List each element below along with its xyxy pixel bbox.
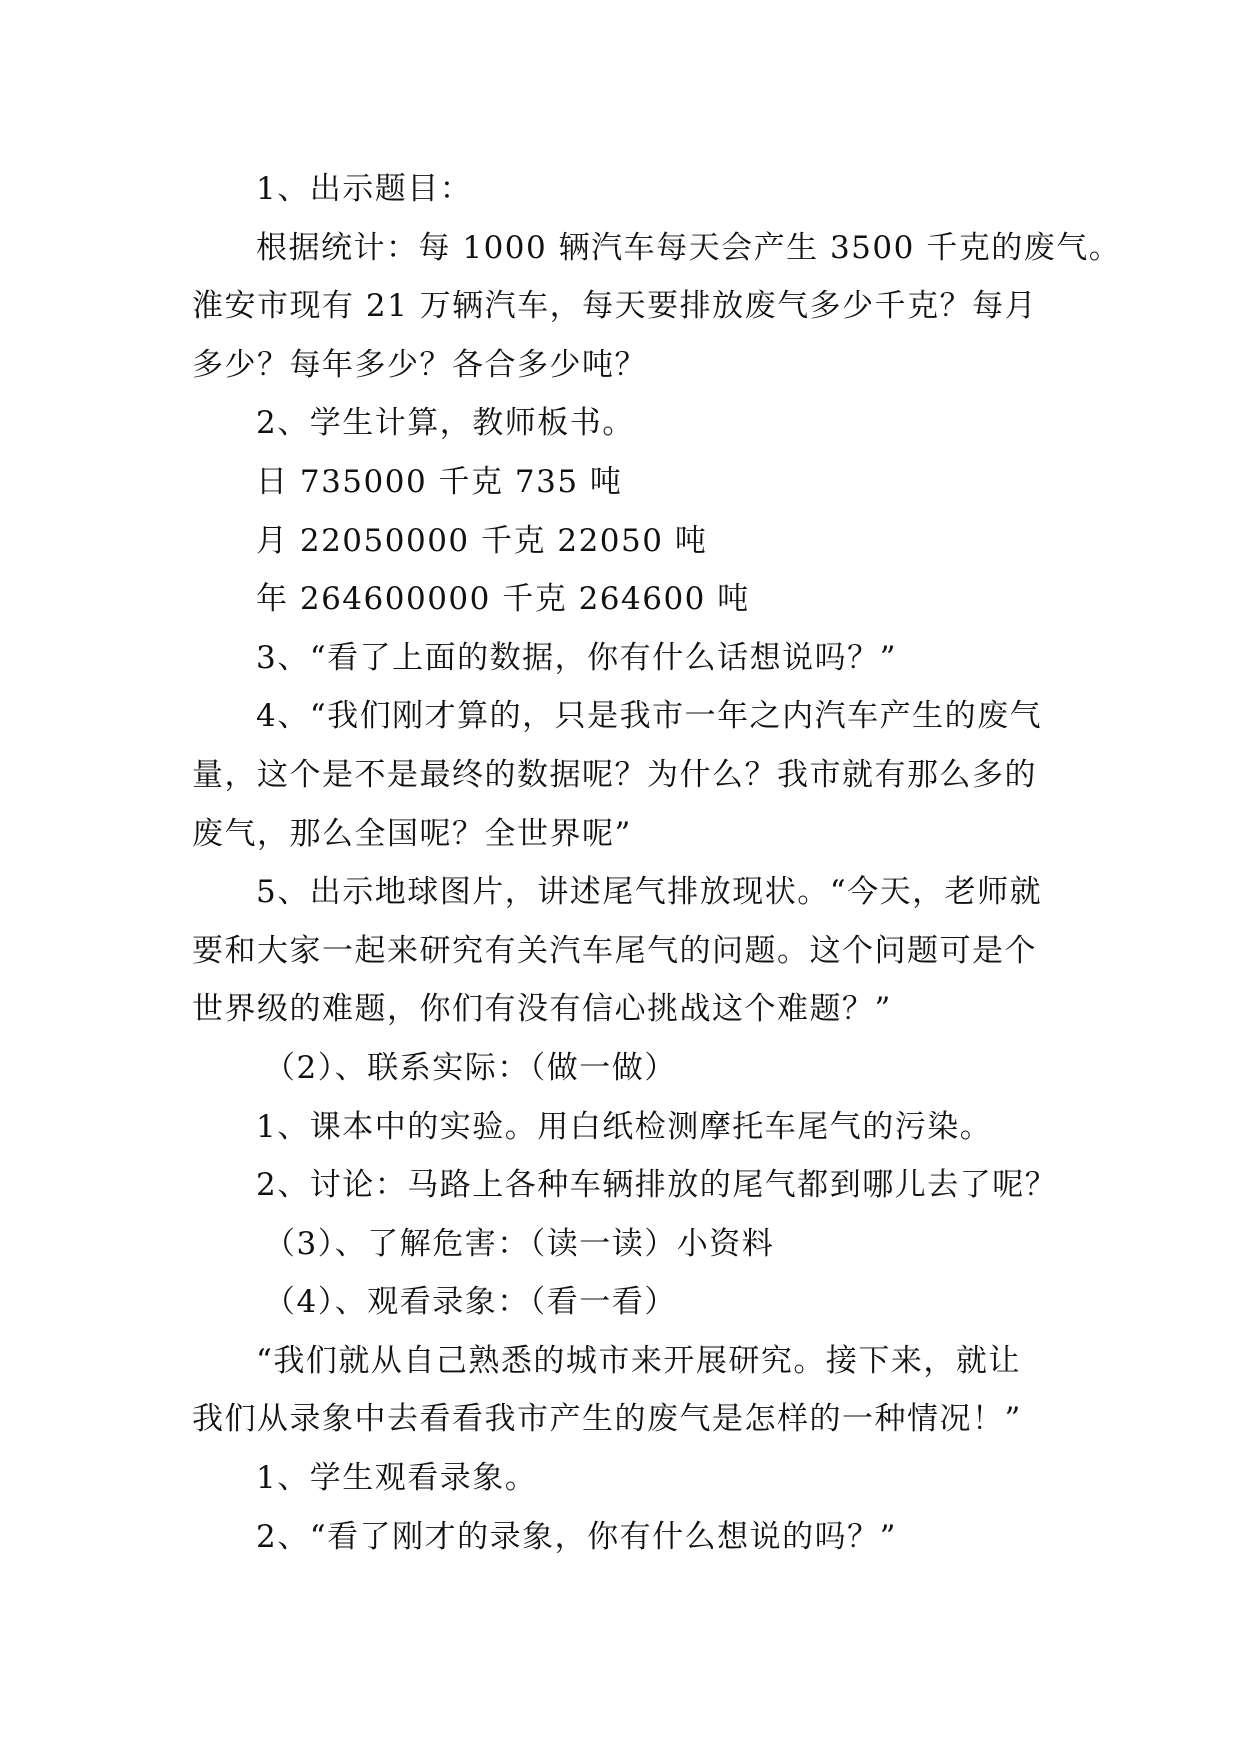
section-heading: （3）、了解危害：（读一读）小资料 bbox=[264, 1225, 775, 1262]
text-line: 我们从录象中去看看我市产生的废气是怎样的一种情况！” bbox=[192, 1401, 1022, 1438]
text-line: 2、讨论：马路上各种车辆排放的尾气都到哪儿去了呢？ bbox=[256, 1167, 1058, 1204]
text-line: 1、课本中的实验。用白纸检测摩托车尾气的污染。 bbox=[256, 1108, 993, 1145]
text-line: “我们就从自己熟悉的城市来开展研究。接下来，就让 bbox=[256, 1342, 1021, 1379]
text-line: 世界级的难题，你们有没有信心挑战这个难题？” bbox=[192, 991, 892, 1028]
text-line: 2、学生计算，教师板书。 bbox=[256, 405, 635, 442]
text-line: 4、“我们刚才算的，只是我市一年之内汽车产生的废气 bbox=[256, 698, 1043, 735]
text-line: 根据统计：每 1000 辆汽车每天会产生 3500 千克的废气。 bbox=[256, 229, 1122, 266]
text-line: 废气，那么全国呢？全世界呢” bbox=[192, 815, 632, 852]
text-line: 日 735000 千克 735 吨 bbox=[256, 463, 623, 500]
text-line: 3、“看了上面的数据，你有什么话想说吗？” bbox=[256, 639, 897, 676]
text-line: 量，这个是不是最终的数据呢？为什么？我市就有那么多的 bbox=[192, 756, 1037, 793]
text-line: 2、“看了刚才的录象，你有什么想说的吗？” bbox=[256, 1518, 897, 1555]
document-body bbox=[192, 160, 1122, 1566]
text-line: 多少？每年多少？各合多少吨？ bbox=[192, 346, 647, 383]
text-line: 要和大家一起来研究有关汽车尾气的问题。这个问题可是个 bbox=[192, 932, 1037, 969]
text-line: 月 22050000 千克 22050 吨 bbox=[256, 522, 708, 559]
text-line: 5、出示地球图片，讲述尾气排放现状。“今天，老师就 bbox=[256, 874, 1043, 911]
text-line: 淮安市现有 21 万辆汽车，每天要排放废气多少千克？每月 bbox=[192, 288, 1038, 325]
text-line: 1、出示题目： bbox=[256, 171, 473, 207]
text-line: 年 264600000 千克 264600 吨 bbox=[256, 581, 750, 618]
text-line: 1、学生观看录象。 bbox=[256, 1460, 538, 1497]
section-heading: （4）、观看录象：（看一看） bbox=[264, 1284, 677, 1321]
section-heading: （2）、联系实际：（做一做） bbox=[264, 1049, 677, 1086]
